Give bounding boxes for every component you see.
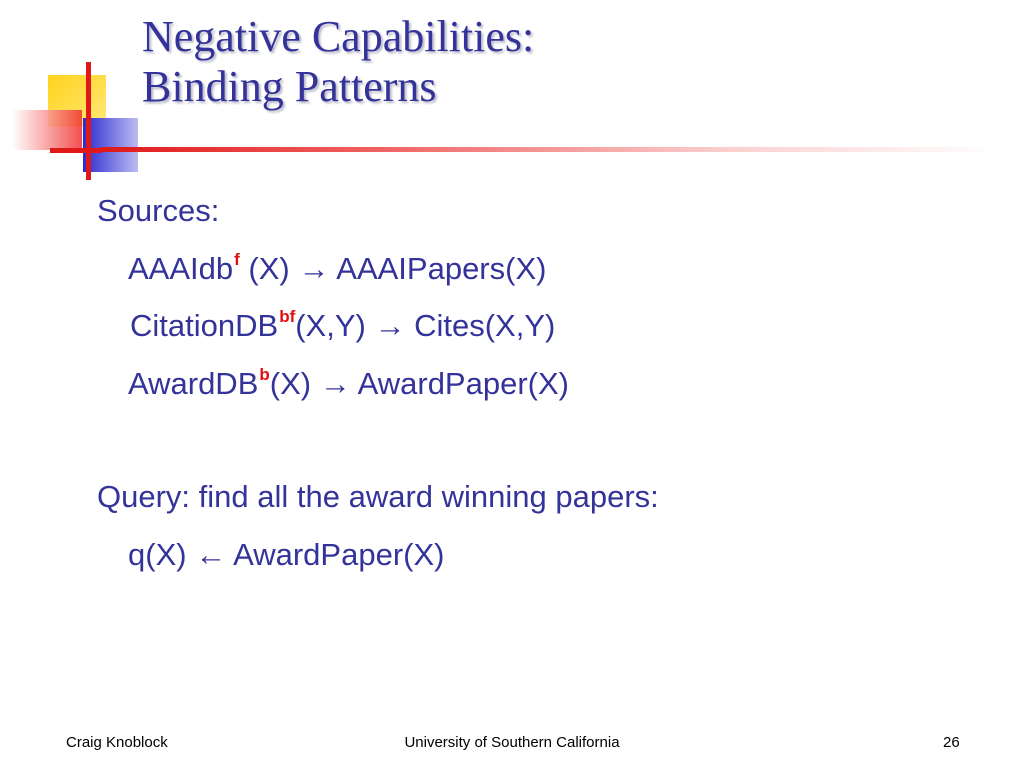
source-awarddb — [128, 365, 569, 402]
source-aaaidb — [128, 250, 546, 287]
footer-author: Craig Knoblock — [66, 734, 168, 751]
binding-pattern: f — [234, 250, 240, 269]
source-name: CitationDB — [130, 308, 279, 343]
source-relation: AAAIPapers(X) — [336, 251, 547, 286]
source-relation: Cites(X,Y) — [414, 308, 556, 343]
slide-title — [142, 12, 534, 112]
title-line-2: Binding Patterns — [142, 62, 437, 111]
source-name: AAAIdb — [128, 251, 234, 286]
left-arrow-icon: ← — [195, 537, 227, 572]
source-relation: AwardPaper(X) — [357, 366, 569, 401]
source-args: (X) — [269, 366, 312, 401]
query-label: Query: find all the award winning papers: — [97, 479, 659, 514]
sources-label: Sources: — [97, 193, 220, 228]
right-arrow-icon: → — [374, 308, 406, 343]
source-args: (X) — [239, 251, 290, 286]
right-arrow-icon: → — [319, 366, 351, 401]
binding-pattern: bf — [279, 307, 296, 326]
title-divider — [100, 147, 1000, 152]
page-number: 26 — [943, 734, 960, 751]
footer-institution: University of Southern California — [404, 734, 620, 751]
source-args: (X,Y) — [295, 308, 366, 343]
binding-pattern: b — [259, 365, 270, 384]
source-name: AwardDB — [128, 366, 259, 401]
query-head: q(X) — [128, 537, 187, 572]
query-body: AwardPaper(X) — [233, 537, 445, 572]
right-arrow-icon: → — [298, 251, 330, 286]
title-line-1: Negative Capabilities: — [142, 12, 535, 61]
source-citationdb — [130, 307, 555, 344]
query-rule — [128, 537, 444, 573]
